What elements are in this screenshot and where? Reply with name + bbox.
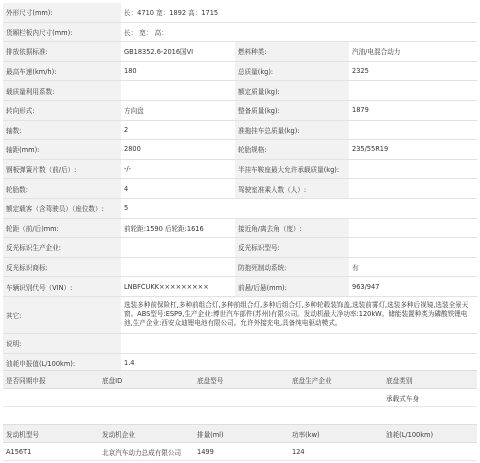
table-cell: 1499 [194,443,289,461]
spec-label: 说明: [3,333,121,353]
table-cell: 承载式车身 [383,389,477,407]
spec-table-body [3,3,477,373]
table-cell [194,389,289,407]
spec-label: 轴距(mm): [3,140,121,160]
table-cell: A156T1 [3,443,99,461]
chassis-table-body [3,371,477,407]
spec-label: 燃料种类: [235,42,349,62]
spec-label: 轮胎数: [3,179,121,199]
spec-value: -/- [121,159,235,179]
chassis-table [3,370,477,407]
spec-label: 最高车速(km/h): [3,61,121,81]
spec-label: 额定载客（含驾驶员）（座位数）: [3,198,121,218]
table-header-row [3,371,477,389]
spec-value [349,179,477,199]
engine-table [3,424,477,461]
spec-row [3,159,477,179]
spec-row [3,120,477,140]
spec-row [3,238,477,258]
spec-value: 2800 [121,140,235,160]
spec-value: 180 [121,61,235,81]
table-cell [289,389,383,407]
spec-label: 载质量利用系数: [3,81,121,101]
spec-row [3,333,477,353]
table-cell: 北京汽车动力总成有限公司 [99,443,194,461]
spec-label: 转向形式: [3,100,121,120]
spec-row [3,3,477,22]
spec-label: 准拖挂车总质量(kg): [235,120,349,140]
spec-value: 235/55R19 [349,140,477,160]
column-header: 发动机企业 [99,425,194,443]
column-header: 底盘ID [99,371,194,389]
spec-value: 方向盘 [121,100,235,120]
column-header: 是否同期申报 [3,371,99,389]
spec-value: 1.4 [121,353,477,373]
spec-row [3,42,477,62]
spec-label: 油耗申报值(L/100km): [3,353,121,373]
spec-label: 整备质量(kg): [235,100,349,120]
table-cell: 124 [289,443,383,461]
spec-value [121,238,235,258]
spec-value: 2325 [349,61,477,81]
spec-label: 额定质量(kg): [235,81,349,101]
column-header: 底盘生产企业 [289,371,383,389]
spec-value [349,159,477,179]
spec-value: 选装多种前保险杠,多种前组合灯,多种前组合灯,多种后组合灯,多种轮毂装饰盖,选装前雾灯,选装多种后视镜,选装全景天窗。ABS型号:ESP9,生产企业:博世汽车部件(苏州)有限公司。发动机最大净功率:120kW。储能装置种类为磷酸铁锂电池,生产企业:西安众迪锂电池有限公司。允许外接充电,具备纯电驱动模式。 [121,296,477,333]
spec-label: 轮距（前/后)mm: [3,218,121,238]
spec-value: 963/947 [349,277,477,297]
spec-value [121,81,235,101]
spec-label: 轴数: [3,120,121,140]
spec-row [3,61,477,81]
spec-value [121,257,235,277]
spec-label: 车辆识别代号（VIN）: [3,277,121,297]
spec-label: 轮胎规格: [235,140,349,160]
spec-row [3,198,477,218]
spec-value: 4 [121,179,235,199]
spec-label: 反光标识生产企业: [3,238,121,258]
spec-label: 接近角/离去角（度）: [235,218,349,238]
spec-label: 半挂车鞍座最大允许承载质量(kg): [235,159,349,179]
spec-label: 防抱死制动系统: [235,257,349,277]
spec-label: 驾驶室准乘人数（人）: [235,179,349,199]
column-header: 油耗(L/100km) [383,425,477,443]
spec-label: 钢板弹簧片数（前/后）: [3,159,121,179]
table-cell [99,389,194,407]
spec-value: 长：4710 宽：1892 高：1715 [121,3,477,22]
spec-label: 反光标识型号: [235,238,349,258]
spec-value [349,218,477,238]
spec-value: 长： 宽： 高： [121,22,477,42]
table-row [3,443,477,461]
spec-value [349,238,477,258]
column-header: 底盘类别 [383,371,477,389]
spec-row [3,22,477,42]
table-cell [3,389,99,407]
spec-row [3,140,477,160]
table-cell [383,443,477,461]
column-header: 发动机型号 [3,425,99,443]
spec-label: 前悬/后悬(mm): [235,277,349,297]
spec-row [3,100,477,120]
spec-row [3,296,477,333]
spec-row [3,81,477,101]
column-header: 功率(kw) [289,425,383,443]
vehicle-spec-table [3,3,477,373]
spec-value: LNBFCUKK××××××××× [121,277,235,297]
spec-value: 前轮距:1590 后轮距:1616 [121,218,235,238]
spec-label: 外形尺寸(mm): [3,3,121,22]
spec-row [3,218,477,238]
spec-row [3,257,477,277]
spec-row [3,179,477,199]
spec-value [349,120,477,140]
spec-value [349,81,477,101]
spec-value: 有 [349,257,477,277]
column-header: 排量(ml) [194,425,289,443]
spec-row [3,277,477,297]
engine-table-body [3,425,477,461]
spec-value: 1879 [349,100,477,120]
spec-label: 其它: [3,296,121,333]
spec-value [121,333,477,353]
spec-label: 货厢栏板内尺寸(mm): [3,22,121,42]
spec-label: 排放依据标准: [3,42,121,62]
spec-value: 2 [121,120,235,140]
spec-label: 反光标识商标: [3,257,121,277]
table-row [3,389,477,407]
spec-label: 总质量(kg): [235,61,349,81]
spec-value: GB18352.6-2016国VI [121,42,235,62]
column-header: 底盘型号 [194,371,289,389]
spec-value: 汽油/电混合动力 [349,42,477,62]
table-header-row [3,425,477,443]
spec-value: 5 [121,198,477,218]
